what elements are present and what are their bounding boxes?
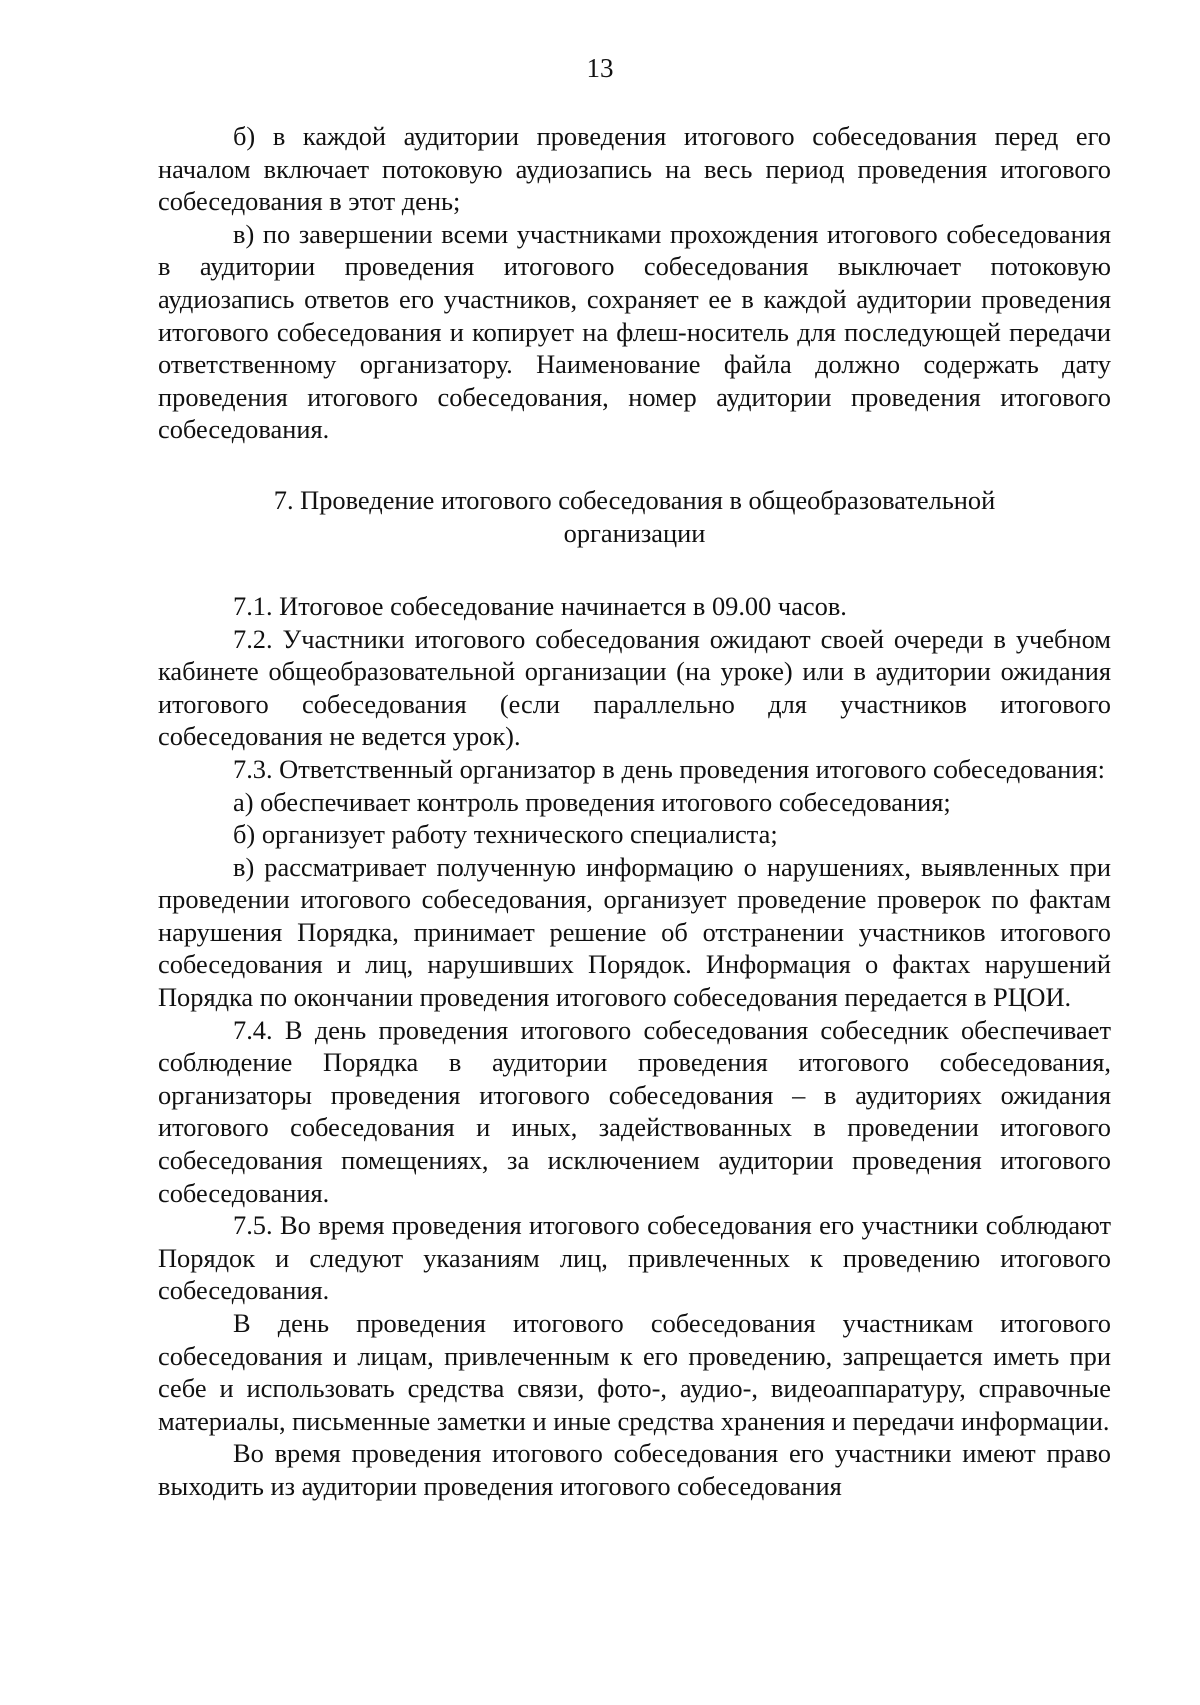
paragraph-7-3-v: в) рассматривает полученную информацию о нарушениях, выявленных при проведении итогового собеседования, организует проведение проверок по фактам нарушения Порядка, принимает решение об отстранении участников итогового собеседования и лиц, нарушивших Порядок. Информация о фактах нарушений Порядка по окончании проведения итогового собеседования передается в РЦОИ.: [158, 851, 1111, 1013]
page-number: 13: [586, 53, 614, 83]
paragraph-prohibition: В день проведения итогового собеседования участникам итогового собеседования и лицам, привлеченным к его проведению, запрещается иметь при себе и использовать средства связи, фото-, аудио-, видеоаппаратуру, справочные материалы, письменные заметки и иные средства хранения и передачи информации.: [158, 1308, 1111, 1436]
paragraph-7-2: 7.2. Участники итогового собеседования ожидают своей очереди в учебном кабинете общеобразовательной организации (на уроке) или в аудитории ожидания итогового собеседования (если параллельно для участников итогового собеседования не ведется урок).: [158, 623, 1111, 752]
paragraph-7-5: 7.5. Во время проведения итогового собеседования его участники соблюдают Порядок и следуют указаниям лиц, привлеченных к проведению итогового собеседования.: [158, 1210, 1111, 1306]
paragraph-7-3: 7.3. Ответственный организатор в день проведения итогового собеседования:: [233, 753, 1105, 784]
document-body: [158, 120, 1111, 1503]
paragraph-b-audio-recording: б) в каждой аудитории проведения итогового собеседования перед его началом включает потоковую аудиозапись на весь период проведения итогового собеседования в этот день;: [158, 121, 1111, 217]
paragraph-7-1: 7.1. Итоговое собеседование начинается в 09.00 часов.: [233, 590, 847, 621]
paragraph-7-3-b: б) организует работу технического специалиста;: [233, 819, 778, 850]
paragraph-v-stop-recording: в) по завершении всеми участниками прохождения итогового собеседования в аудитории проведения итогового собеседования выключает потоковую аудиозапись ответов его участников, сохраняет ее в каждой аудитории проведения итогового собеседования и копирует на флеш-носитель для последующей передачи ответственному организатору. Наименование файла должно содержать дату проведения итогового собеседования, номер аудитории проведения итогового собеседования.: [158, 218, 1111, 445]
paragraph-leave-room: Во время проведения итогового собеседования его участники имеют право выходить из аудитории проведения итогового собеседования: [158, 1438, 1111, 1501]
section-heading: 7. Проведение итогового собеседования в общеобразовательной организации: [273, 484, 996, 548]
paragraph-7-4: 7.4. В день проведения итогового собеседования собеседник обеспечивает соблюдение Порядка в аудитории проведения итогового собеседования, организаторы проведения итогового собеседования – в аудиториях ожидания итогового собеседования и иных, задействованных в проведении итогового собеседования помещениях, за исключением аудитории проведения итогового собеседования.: [158, 1014, 1111, 1208]
paragraph-7-3-a: а) обеспечивает контроль проведения итогового собеседования;: [233, 786, 951, 817]
